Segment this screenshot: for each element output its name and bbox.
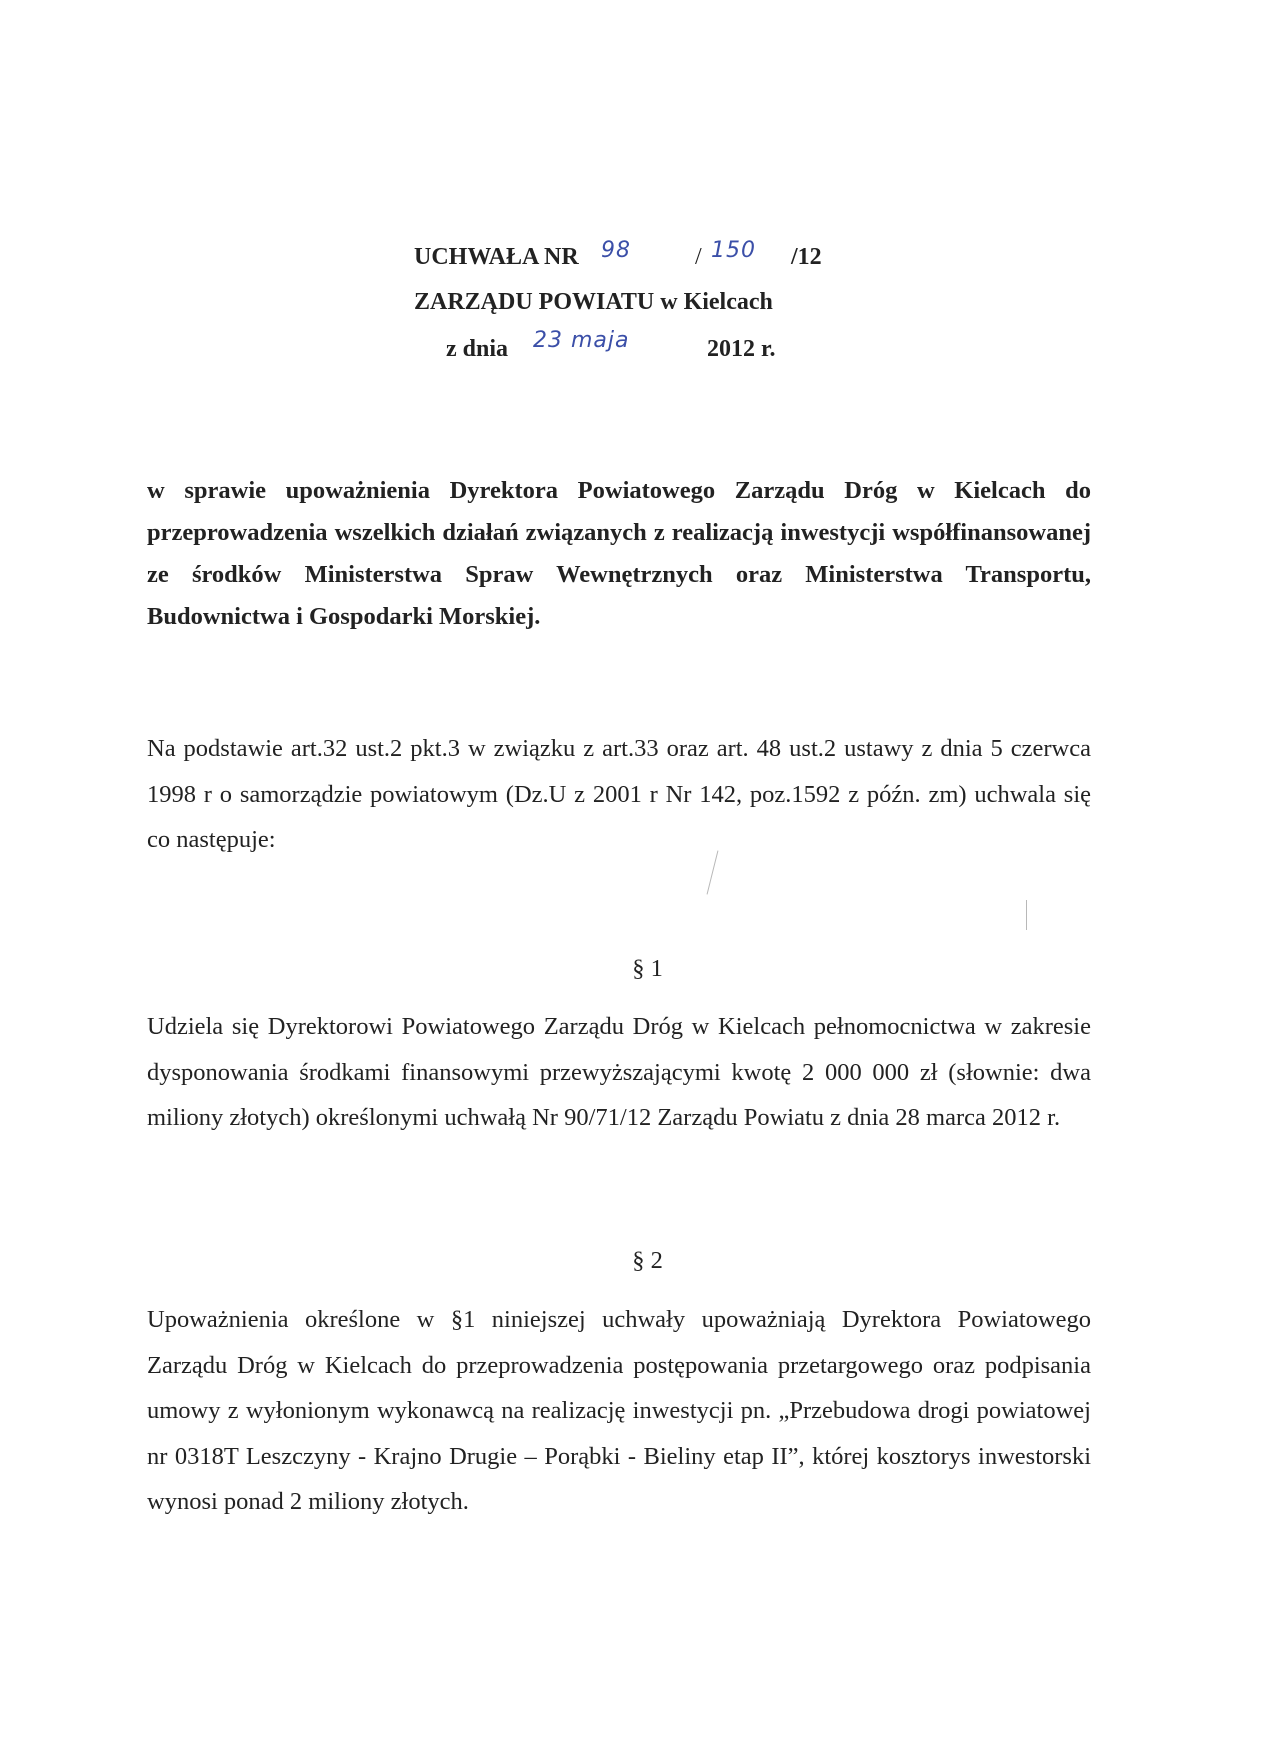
section-1-text: Udziela się Dyrektorowi Powiatowego Zarządu Dróg w Kielcach pełnomocnictwa w zakresie dysponowania środkami finansowymi przewyższającymi kwotę 2 000 000 zł (słownie: dwa miliony złotych) określonymi uchwałą Nr 90/71/12 Zarządu Powiatu z dnia 28 marca 2012 r. xyxy=(147,1013,1091,1131)
legal-basis-paragraph: Na podstawie art.32 ust.2 pkt.3 w związku z art.33 oraz art. 48 ust.2 ustawy z dnia 5 czerwca 1998 r o samorządzie powiatowym (Dz.U z 2001 r Nr 142, poz.1592 z późn. zm) uchwala się co następuje: xyxy=(147,735,1091,853)
handwritten-number-1: 98 xyxy=(601,238,631,263)
date-year: 2012 r. xyxy=(707,336,776,362)
date-prefix: z dnia xyxy=(446,336,509,362)
resolution-title-prefix: UCHWAŁA NR xyxy=(414,244,579,270)
resolution-year-suffix: /12 xyxy=(791,244,822,270)
handwritten-date: 23 maja xyxy=(533,328,630,353)
resolution-subject: w sprawie upoważnienia Dyrektora Powiatowego Zarządu Dróg w Kielcach do przeprowadzenia wszelkich działań związanych z realizacją inwestycji współfinansowanej ze środków Ministerstwa Spraw Wewnętrznych oraz Ministerstwa Transportu, Budownictwa i Gospodarki Morskiej. xyxy=(147,477,1091,630)
scan-mark xyxy=(1026,900,1027,930)
section-2-heading: § 2 xyxy=(632,1247,663,1274)
section-2-text: Upoważnienia określone w §1 niniejszej uchwały upoważniają Dyrektora Powiatowego Zarządu Dróg w Kielcach do przeprowadzenia postępowania przetargowego oraz podpisania umowy z wyłonionym wykonawcą na realizację inwestycji pn. „Przebudowa drogi powiatowej nr 0318T Leszczyny - Krajno Drugie – Porąbki - Bieliny etap II”, której kosztorys inwestorski wynosi ponad 2 miliony złotych. xyxy=(147,1306,1091,1515)
issuing-body: ZARZĄDU POWIATU w Kielcach xyxy=(414,289,773,315)
number-separator: / xyxy=(695,244,702,270)
section-1-heading: § 1 xyxy=(632,955,663,982)
handwritten-number-2: 150 xyxy=(711,238,756,263)
